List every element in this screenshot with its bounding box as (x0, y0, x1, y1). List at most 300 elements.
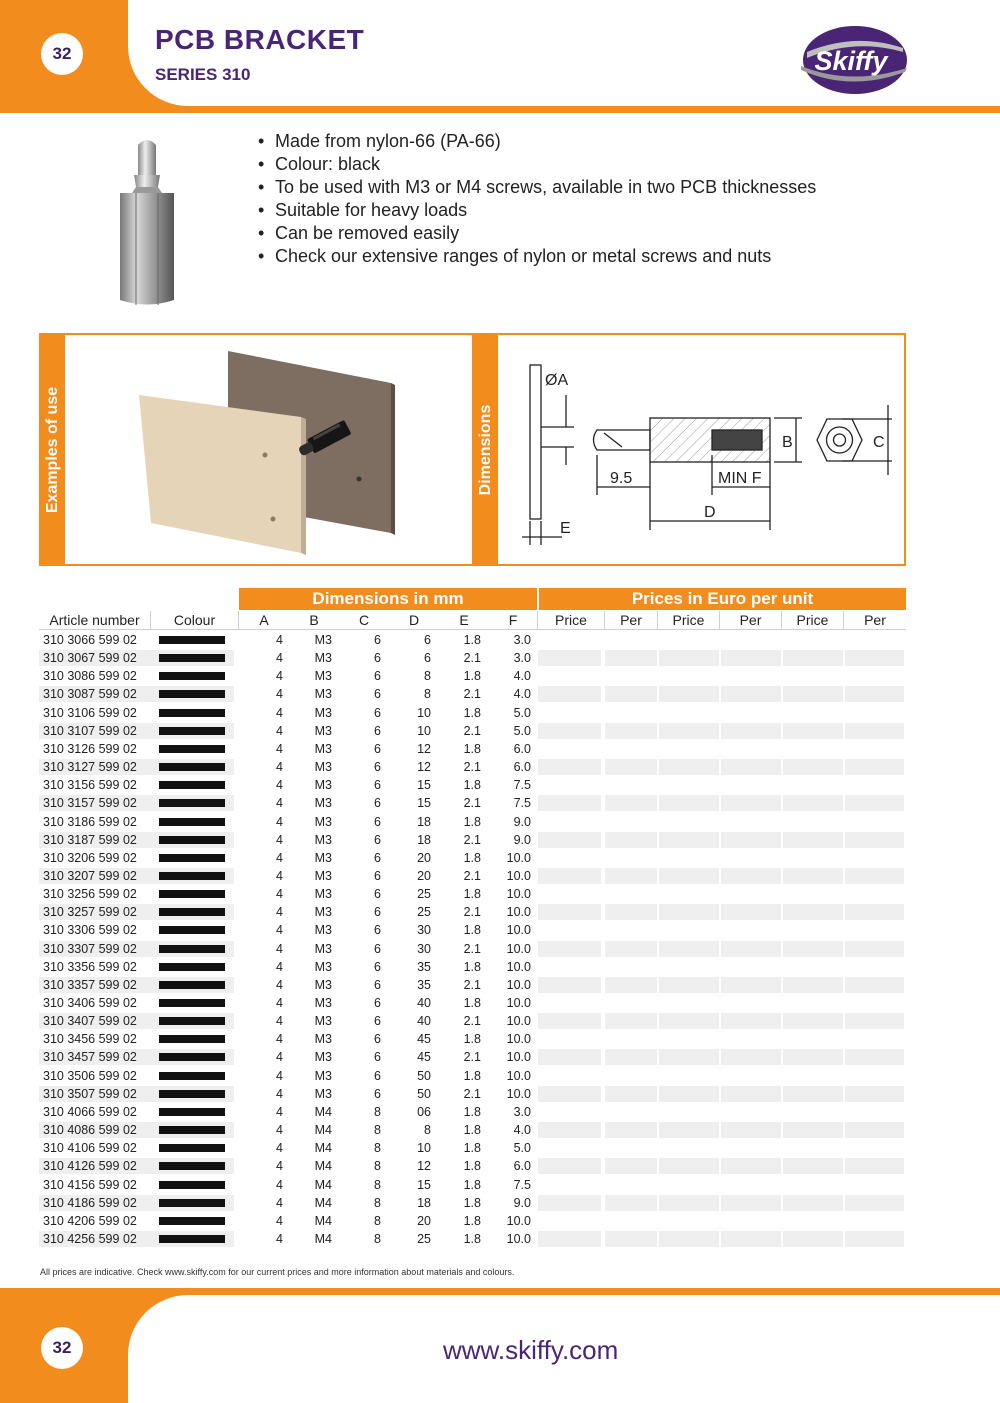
dimension-cell: M3 (314, 1068, 332, 1083)
row-band (721, 1213, 781, 1229)
row-band (538, 723, 601, 739)
dimension-cell: M3 (314, 868, 332, 883)
row-band (845, 1195, 904, 1211)
row-band (605, 1086, 657, 1102)
dimension-cell: M3 (314, 977, 332, 992)
colour-swatch (159, 709, 225, 717)
label-b: B (782, 434, 793, 451)
dimension-cell: 10.0 (506, 1014, 531, 1029)
table-row (39, 1157, 906, 1175)
row-band (845, 759, 904, 775)
dimension-cell: 10.0 (506, 959, 531, 974)
dimension-cell: 1.8 (463, 1231, 481, 1246)
page-subtitle: SERIES 310 (155, 65, 251, 84)
table-row (39, 1030, 906, 1048)
row-band (605, 904, 657, 920)
dimension-cell: 2.1 (463, 977, 481, 992)
label-min-f: MIN F (718, 470, 762, 487)
row-band (659, 832, 719, 848)
row-band (605, 1231, 657, 1247)
dimension-cell: 10 (417, 1141, 431, 1156)
dimension-cell: 10.0 (506, 905, 531, 920)
row-band (538, 1195, 601, 1211)
dimension-cell: 1.8 (463, 741, 481, 756)
dimension-cell: 1.8 (463, 669, 481, 684)
row-band (605, 1068, 657, 1084)
row-band (659, 959, 719, 975)
table-row (39, 994, 906, 1012)
dimension-cell: 3.0 (513, 651, 531, 666)
dimension-cell: 18 (417, 814, 431, 829)
row-band (605, 741, 657, 757)
dimension-cell: 6 (374, 941, 381, 956)
row-band (845, 904, 904, 920)
dimension-cell: 9.0 (513, 814, 531, 829)
row-band (659, 1049, 719, 1065)
table-row (39, 976, 906, 994)
page-number-badge: 32 (41, 33, 83, 75)
row-band (538, 1086, 601, 1102)
dimension-cell: 6 (374, 868, 381, 883)
dimension-cell: M3 (314, 778, 332, 793)
dimension-cell: 10.0 (506, 923, 531, 938)
colour-swatch (159, 745, 225, 753)
row-band (845, 632, 904, 648)
dimension-cell: 4 (276, 741, 283, 756)
dimensions-diagram (522, 355, 902, 555)
dimension-cell: M4 (314, 1141, 332, 1156)
dimension-cell: 1.8 (463, 850, 481, 865)
colour-swatch (159, 1217, 225, 1225)
row-band (538, 1213, 601, 1229)
table-row (39, 1012, 906, 1030)
row-band (845, 850, 904, 866)
dimension-cell: 6 (374, 651, 381, 666)
dimension-cell: M3 (314, 887, 332, 902)
row-band (845, 1068, 904, 1084)
row-band (538, 832, 601, 848)
dimension-cell: M3 (314, 796, 332, 811)
dimension-cell: 5.0 (513, 705, 531, 720)
dimension-cell: M3 (314, 741, 332, 756)
dimension-cell: 8 (374, 1213, 381, 1228)
label-d: D (704, 504, 716, 521)
examples-panel (39, 333, 474, 566)
dimension-cell: M3 (314, 1032, 332, 1047)
row-band (538, 814, 601, 830)
row-band (605, 1140, 657, 1156)
dimension-cell: M3 (314, 1086, 332, 1101)
dimension-cell: M3 (314, 959, 332, 974)
row-band (783, 795, 843, 811)
row-band (605, 868, 657, 884)
row-band (538, 668, 601, 684)
row-band (845, 1013, 904, 1029)
table-row (39, 1176, 906, 1194)
row-band (783, 832, 843, 848)
colour-swatch (159, 1072, 225, 1080)
row-band (538, 632, 601, 648)
row-band (659, 632, 719, 648)
row-band (783, 705, 843, 721)
row-band (721, 795, 781, 811)
dimension-cell: 18 (417, 1195, 431, 1210)
column-header: Price (782, 611, 844, 630)
label-9-5: 9.5 (610, 470, 633, 487)
dimension-cell: 1.8 (463, 1141, 481, 1156)
dimensions-group-header: Dimensions in mm (239, 588, 537, 610)
colour-swatch (159, 727, 225, 735)
row-band (659, 668, 719, 684)
article-number-cell: 310 3256 599 02 (43, 887, 137, 902)
colour-swatch (159, 836, 225, 844)
row-band (659, 995, 719, 1011)
feature-item: • Suitable for heavy loads (258, 199, 816, 222)
row-band (721, 723, 781, 739)
dimension-cell: 10.0 (506, 941, 531, 956)
article-number-cell: 310 3066 599 02 (43, 633, 137, 647)
row-band (783, 686, 843, 702)
colour-swatch (159, 799, 225, 807)
row-band (659, 686, 719, 702)
article-number-cell: 310 4206 599 02 (43, 1213, 137, 1228)
dimension-cell: 4 (276, 1050, 283, 1065)
row-band (721, 741, 781, 757)
dimension-cell: 4 (276, 996, 283, 1010)
dimension-cell: 40 (417, 996, 431, 1010)
colour-swatch (159, 1126, 225, 1134)
column-header: C (339, 611, 389, 630)
dimension-cell: 6.0 (513, 760, 531, 775)
row-band (538, 1049, 601, 1065)
dimension-cell: 9.0 (513, 1195, 531, 1210)
article-number-cell: 310 4256 599 02 (43, 1231, 137, 1246)
dimension-cell: 2.1 (463, 760, 481, 775)
row-band (845, 832, 904, 848)
article-number-cell: 310 3107 599 02 (43, 723, 137, 738)
dimension-cell: 1.8 (463, 1123, 481, 1138)
row-band (783, 1158, 843, 1174)
dimension-cell: M4 (314, 1213, 332, 1228)
row-band (538, 922, 601, 938)
dimension-cell: 5.0 (513, 723, 531, 738)
dimension-cell: 1.8 (463, 1104, 481, 1119)
dimension-cell: 35 (417, 959, 431, 974)
dimension-cell: 6 (374, 760, 381, 775)
row-band (538, 995, 601, 1011)
row-band (721, 1104, 781, 1120)
feature-item: • Made from nylon-66 (PA-66) (258, 130, 816, 153)
row-band (845, 1031, 904, 1047)
row-band (659, 741, 719, 757)
row-band (721, 1195, 781, 1211)
row-band (783, 1031, 843, 1047)
dimension-cell: M3 (314, 651, 332, 666)
row-band (721, 1177, 781, 1193)
row-band (783, 1213, 843, 1229)
row-band (845, 777, 904, 793)
row-band (783, 941, 843, 957)
row-band (605, 1049, 657, 1065)
dimension-cell: 7.5 (513, 796, 531, 811)
table-row (39, 1139, 906, 1157)
colour-swatch (159, 781, 225, 789)
dimension-cell: 8 (424, 1123, 431, 1138)
dimension-cell: 10 (417, 723, 431, 738)
article-number-cell: 310 3127 599 02 (43, 760, 137, 775)
article-number-cell: 310 4086 599 02 (43, 1123, 137, 1138)
row-band (783, 977, 843, 993)
row-band (659, 1031, 719, 1047)
dimension-cell: 10.0 (506, 850, 531, 865)
row-band (783, 850, 843, 866)
article-number-cell: 310 4126 599 02 (43, 1159, 137, 1174)
dimension-cell: M3 (314, 996, 332, 1010)
dimension-cell: 10.0 (506, 887, 531, 902)
row-band (721, 759, 781, 775)
row-band (783, 1104, 843, 1120)
table-row (39, 794, 906, 812)
row-band (659, 1195, 719, 1211)
colour-swatch (159, 999, 225, 1007)
row-band (845, 686, 904, 702)
row-band (845, 995, 904, 1011)
dimension-cell: 4 (276, 1104, 283, 1119)
row-band (783, 632, 843, 648)
row-band (783, 1013, 843, 1029)
dimension-cell: 6 (374, 814, 381, 829)
row-band (659, 904, 719, 920)
column-header: Colour (151, 611, 239, 630)
dimension-cell: 6 (374, 1014, 381, 1029)
dimension-cell: 6 (374, 1032, 381, 1047)
table-row (39, 722, 906, 740)
dimension-cell: 4 (276, 1177, 283, 1192)
row-band (721, 922, 781, 938)
dimension-cell: 6 (374, 687, 381, 702)
row-band (538, 777, 601, 793)
skiffy-logo (795, 22, 910, 100)
dimension-cell: 25 (417, 1231, 431, 1246)
dimension-cell: 1.8 (463, 778, 481, 793)
colour-swatch (159, 908, 225, 916)
row-band (845, 668, 904, 684)
column-header: E (439, 611, 489, 630)
website-link[interactable]: www.skiffy.com (443, 1335, 619, 1365)
row-band (845, 1104, 904, 1120)
dimension-cell: 25 (417, 887, 431, 902)
row-band (659, 1013, 719, 1029)
dimension-cell: 45 (417, 1050, 431, 1065)
dimension-cell: 2.1 (463, 832, 481, 847)
dimension-cell: 2.1 (463, 868, 481, 883)
dimension-cell: 4 (276, 1032, 283, 1047)
colour-swatch (159, 1108, 225, 1116)
dimension-cell: 2.1 (463, 1050, 481, 1065)
row-band (845, 1122, 904, 1138)
dimension-cell: 8 (374, 1141, 381, 1156)
dimensions-label: Dimensions (477, 404, 494, 495)
row-band (605, 1104, 657, 1120)
table-row (39, 849, 906, 867)
row-band (659, 1231, 719, 1247)
row-band (845, 705, 904, 721)
dimension-cell: 4 (276, 687, 283, 702)
dimension-cell: 1.8 (463, 923, 481, 938)
column-header: D (389, 611, 439, 630)
row-band (605, 650, 657, 666)
row-band (659, 795, 719, 811)
row-band (845, 1231, 904, 1247)
article-number-cell: 310 3126 599 02 (43, 741, 137, 756)
row-band (721, 1013, 781, 1029)
dimension-cell: 20 (417, 1213, 431, 1228)
dimension-cell: 4 (276, 1195, 283, 1210)
dimension-cell: 6 (374, 996, 381, 1010)
row-band (659, 922, 719, 938)
dimension-cell: 1.8 (463, 959, 481, 974)
row-band (783, 995, 843, 1011)
dimension-cell: 20 (417, 850, 431, 865)
dimension-cell: 10.0 (506, 868, 531, 883)
row-band (538, 795, 601, 811)
row-band (538, 1068, 601, 1084)
dimension-cell: 06 (417, 1104, 431, 1119)
dimension-cell: 6 (374, 977, 381, 992)
dimension-cell: 6 (374, 959, 381, 974)
dimension-cell: M4 (314, 1104, 332, 1119)
article-number-cell: 310 3356 599 02 (43, 959, 137, 974)
article-number-cell: 310 3257 599 02 (43, 905, 137, 920)
row-band (659, 759, 719, 775)
row-band (721, 650, 781, 666)
row-band (721, 1231, 781, 1247)
examples-illustration (101, 343, 441, 558)
dimension-cell: 4 (276, 760, 283, 775)
dimension-cell: M3 (314, 669, 332, 684)
table-row (39, 1194, 906, 1212)
article-number-cell: 310 3307 599 02 (43, 941, 137, 956)
row-band (721, 1122, 781, 1138)
dimension-cell: 10.0 (506, 1231, 531, 1246)
row-band (659, 1177, 719, 1193)
row-band (721, 632, 781, 648)
examples-label: Examples of use (44, 386, 61, 513)
dimension-cell: 6 (374, 850, 381, 865)
dimension-cell: 10.0 (506, 996, 531, 1010)
row-band (538, 759, 601, 775)
row-band (783, 868, 843, 884)
colour-swatch (159, 1199, 225, 1207)
row-band (538, 686, 601, 702)
dimension-cell: M4 (314, 1231, 332, 1246)
dimension-cell: 4 (276, 941, 283, 956)
colour-swatch (159, 1035, 225, 1043)
row-band (538, 1177, 601, 1193)
row-band (605, 995, 657, 1011)
article-number-cell: 310 3157 599 02 (43, 796, 137, 811)
feature-list (258, 130, 816, 268)
row-band (845, 1140, 904, 1156)
dimension-cell: 8 (424, 669, 431, 684)
label-c: C (873, 434, 885, 451)
row-band (783, 1068, 843, 1084)
row-band (659, 1140, 719, 1156)
row-band (845, 868, 904, 884)
row-band (845, 959, 904, 975)
page-title: PCB BRACKET (155, 24, 365, 55)
dimension-cell: 4 (276, 887, 283, 902)
dimension-cell: 8 (374, 1159, 381, 1174)
dimension-cell: 7.5 (513, 1177, 531, 1192)
article-number-cell: 310 3187 599 02 (43, 832, 137, 847)
row-band (721, 705, 781, 721)
dimension-cell: 8 (374, 1231, 381, 1246)
row-band (659, 814, 719, 830)
row-band (721, 1158, 781, 1174)
dimension-cell: 15 (417, 1177, 431, 1192)
dimension-cell: 10.0 (506, 1213, 531, 1228)
row-band (783, 1122, 843, 1138)
row-band (845, 922, 904, 938)
dimension-cell: 4 (276, 796, 283, 811)
row-band (538, 904, 601, 920)
row-band (783, 668, 843, 684)
dimension-cell: 6 (374, 778, 381, 793)
dimension-cell: 10.0 (506, 977, 531, 992)
row-band (721, 814, 781, 830)
colour-swatch (159, 654, 225, 662)
dimension-cell: 12 (417, 1159, 431, 1174)
dimension-cell: 6 (374, 723, 381, 738)
row-band (605, 959, 657, 975)
colour-swatch (159, 1017, 225, 1025)
table-row (39, 813, 906, 831)
examples-tab (41, 335, 65, 564)
row-band (605, 668, 657, 684)
article-number-cell: 310 3087 599 02 (43, 687, 137, 702)
dimension-cell: 3.0 (513, 1104, 531, 1119)
dimension-cell: 40 (417, 1014, 431, 1029)
row-band (659, 886, 719, 902)
dimension-cell: 4 (276, 633, 283, 647)
dimension-cell: 6 (374, 923, 381, 938)
column-header: Per (720, 611, 782, 630)
feature-item: • Colour: black (258, 153, 816, 176)
feature-item: • Check our extensive ranges of nylon or metal screws and nuts (258, 245, 816, 268)
row-band (845, 1049, 904, 1065)
row-band (659, 1104, 719, 1120)
row-band (605, 886, 657, 902)
article-number-cell: 310 4156 599 02 (43, 1177, 137, 1192)
dimension-cell: 1.8 (463, 1032, 481, 1047)
dimension-cell: 1.8 (463, 1177, 481, 1192)
dimension-cell: 2.1 (463, 1014, 481, 1029)
row-band (721, 995, 781, 1011)
footer-page-number-badge: 32 (41, 1327, 83, 1369)
dimension-cell: 1.8 (463, 814, 481, 829)
row-band (659, 1122, 719, 1138)
article-number-cell: 310 3456 599 02 (43, 1032, 137, 1047)
dimension-cell: 6 (374, 796, 381, 811)
dimension-cell: 4 (276, 723, 283, 738)
row-band (783, 814, 843, 830)
dimension-cell: M3 (314, 850, 332, 865)
dimension-cell: 6 (374, 669, 381, 684)
row-band (605, 1031, 657, 1047)
column-header: Per (844, 611, 906, 630)
dimension-cell: 4 (276, 1141, 283, 1156)
